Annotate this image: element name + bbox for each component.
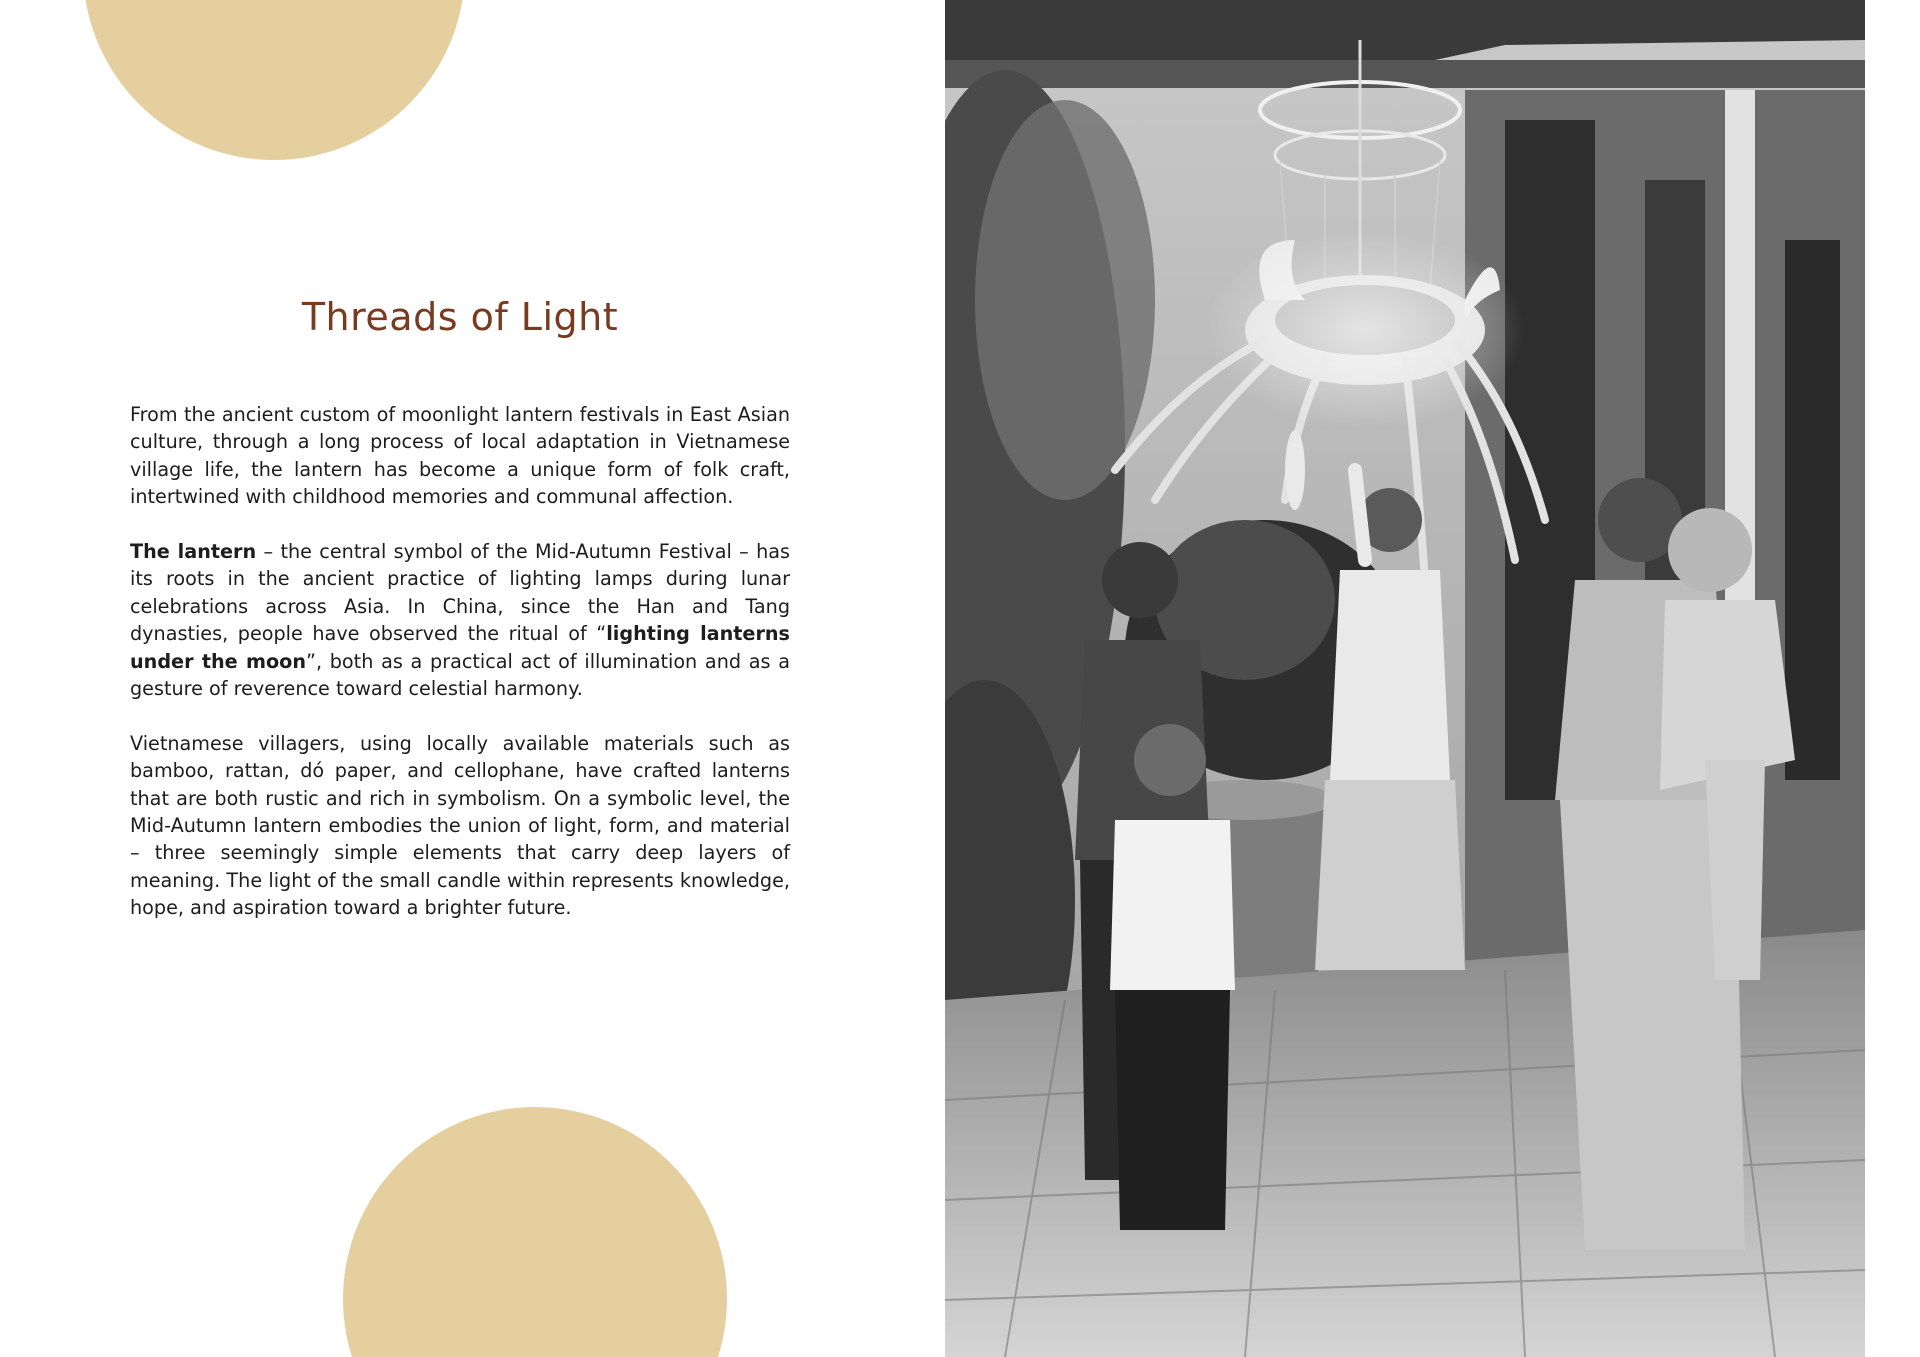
paragraph-3 bbox=[130, 730, 790, 922]
decorative-circle-top bbox=[83, 0, 465, 160]
paragraph-text: From the ancient custom of moonlight lantern festivals in East Asian culture, through a long process of local adaptation in Vietnamese village life, the lantern has become a unique form of folk craft, intertwined with childhood memories and communal affection. bbox=[130, 403, 790, 509]
emphasis-text: The lantern bbox=[130, 540, 257, 564]
historical-photo bbox=[945, 0, 1865, 1357]
body-text bbox=[130, 401, 790, 949]
emphasis-text: lighting lanterns under the moon bbox=[130, 622, 790, 673]
page-title: Threads of Light bbox=[301, 295, 619, 339]
paragraph-text: – the central symbol of the Mid-Autumn Festival – has its roots in the ancient practice of lighting lamps during lunar celebrations across Asia. In China, since the Han and Tang dynasties, people have observed the ritual of “ bbox=[130, 540, 790, 646]
paragraph-2 bbox=[130, 538, 790, 702]
paragraph-text: Vietnamese villagers, using locally available materials such as bamboo, rattan, dó paper, and cellophane, have crafted lanterns that are both rustic and rich in symbolism. On a symbolic level, the Mid-Autumn lantern embodies the union of light, form, and material – three seemingly simple elements that carry deep layers of meaning. The light of the small candle within represents knowledge, hope, and aspiration toward a brighter future. bbox=[130, 731, 790, 920]
paragraph-1 bbox=[130, 401, 790, 511]
paragraph-text: ”, both as a practical act of illumination and as a gesture of reverence toward celestial harmony. bbox=[130, 649, 790, 701]
photo-illustration bbox=[945, 0, 1865, 1357]
decorative-circle-bottom bbox=[343, 1107, 727, 1357]
